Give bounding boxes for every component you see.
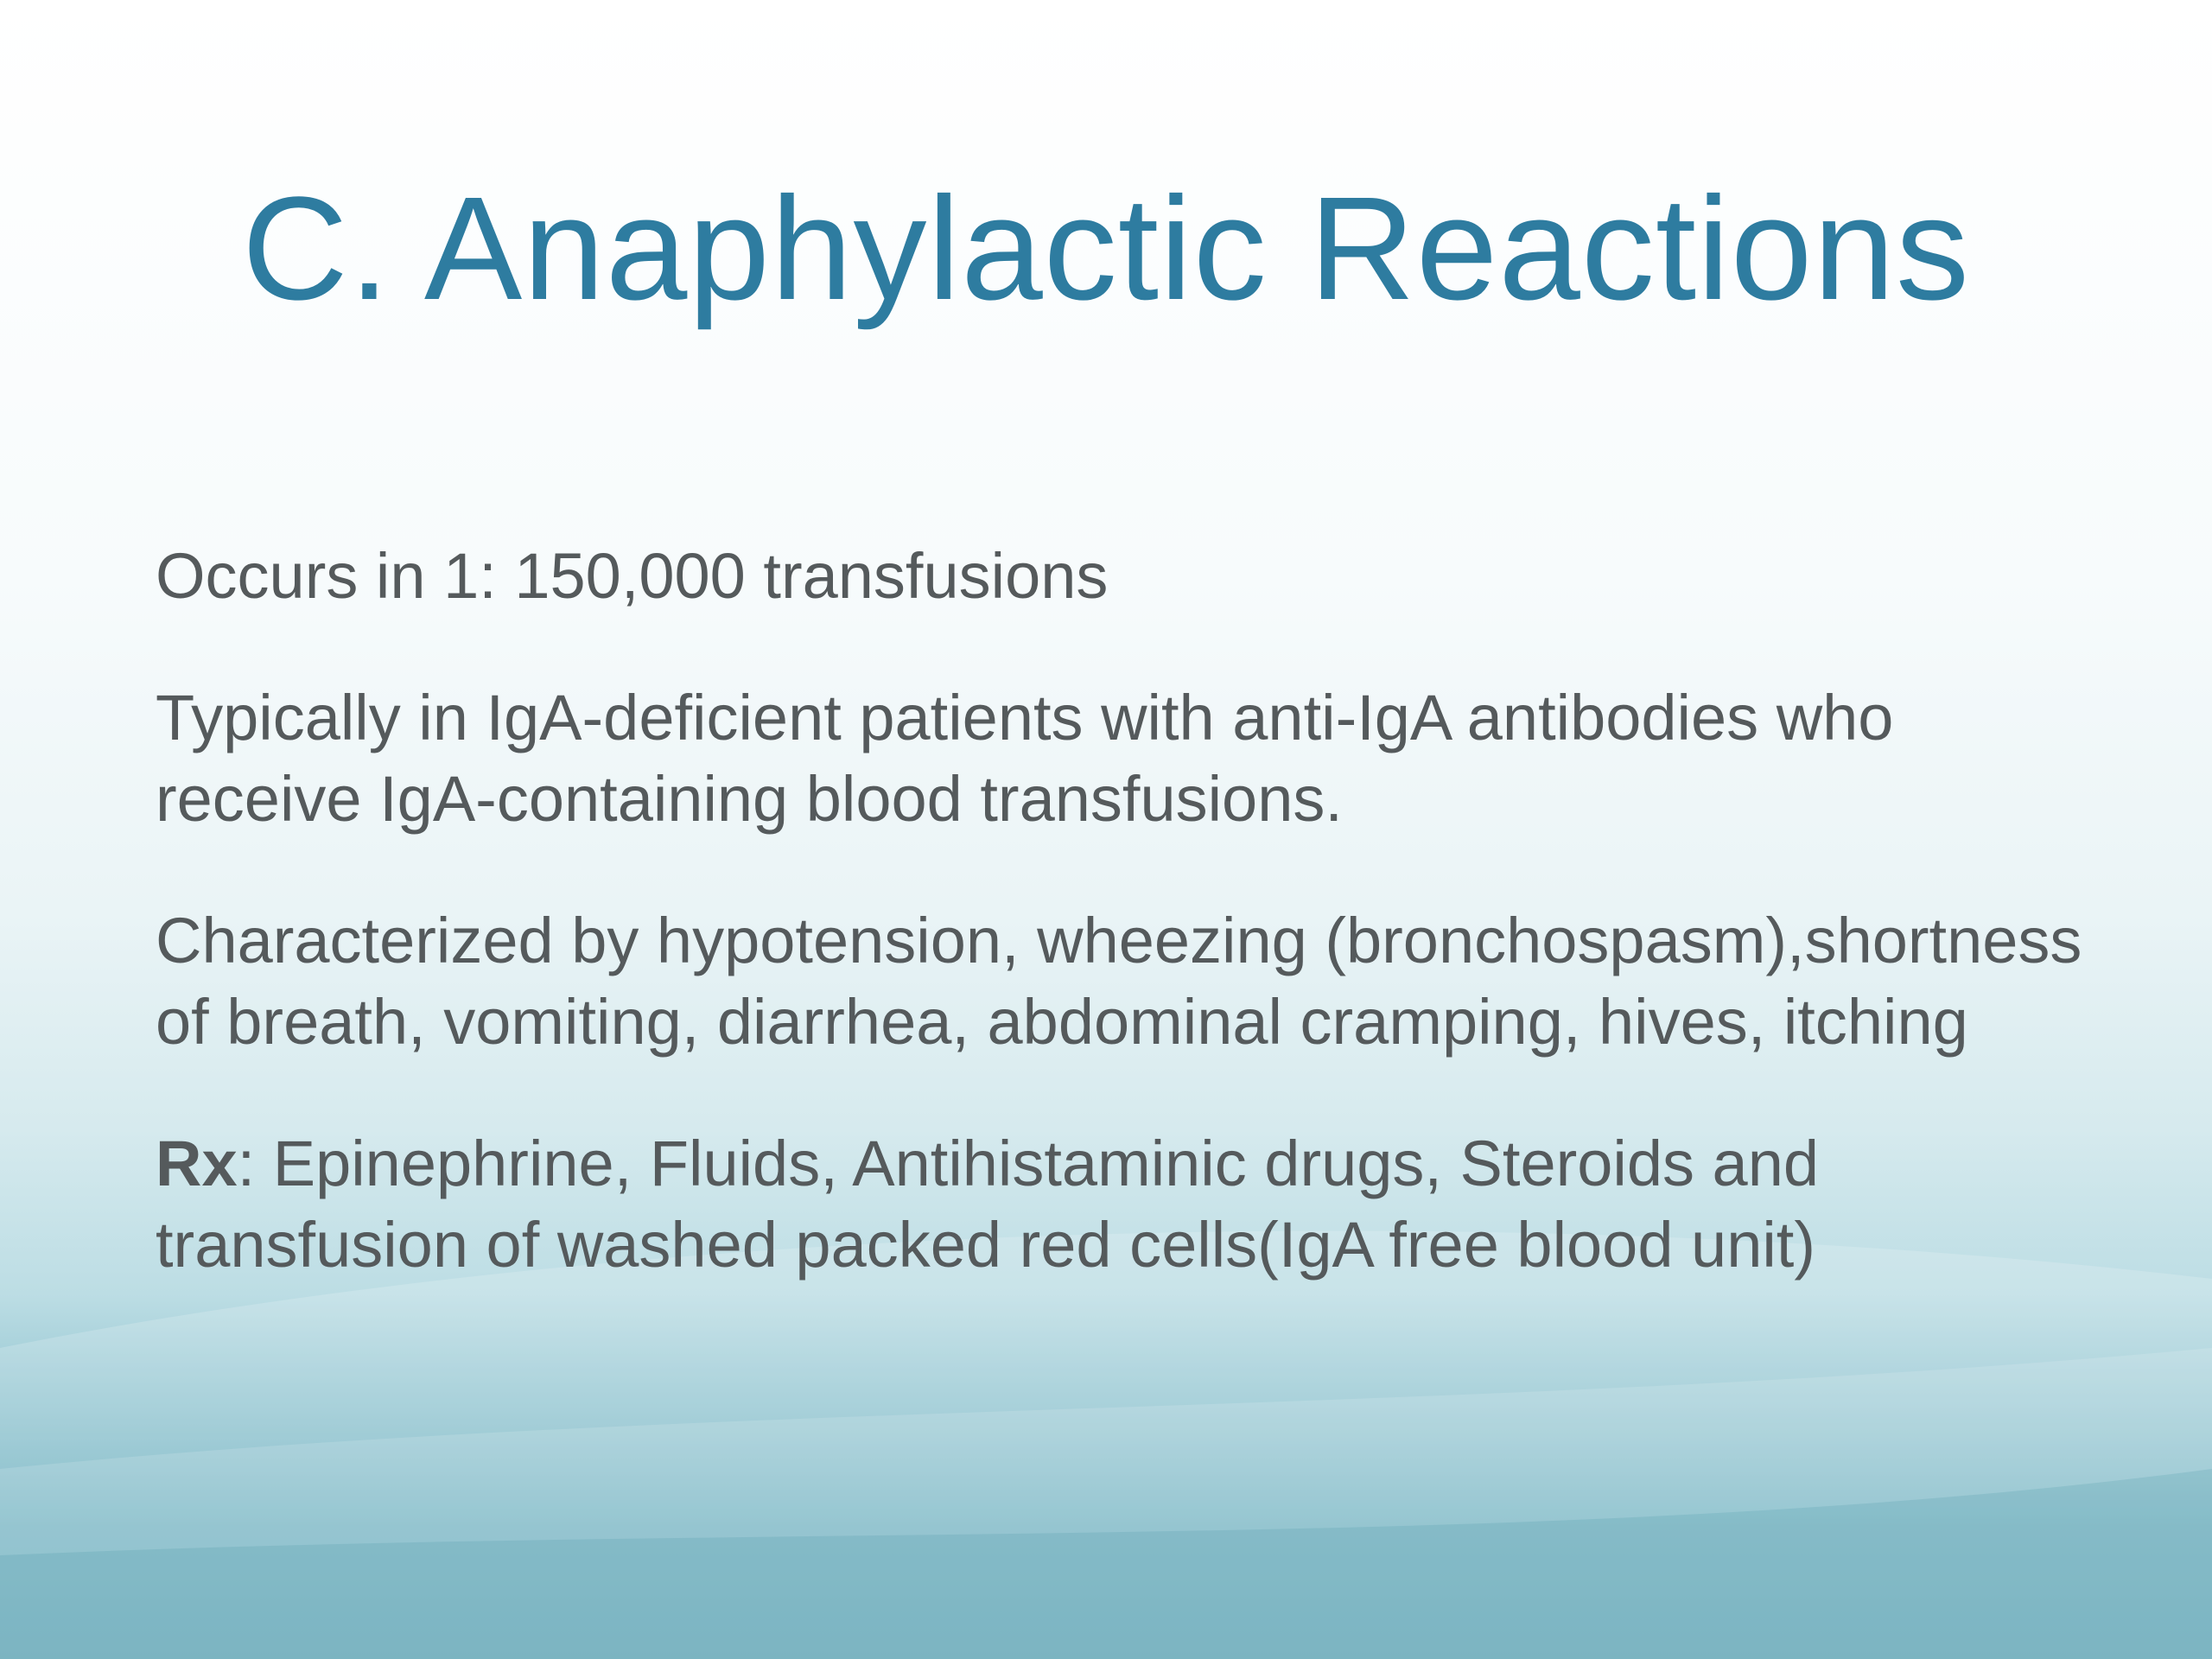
wave-swoosh-2	[0, 1348, 2212, 1659]
rx-text: : Epinephrine, Fluids, Antihistaminic drugs, Steroids and transfusion of washed packed red cells(IgA free blood unit)	[156, 1128, 1820, 1281]
rx-label: Rx	[156, 1128, 238, 1199]
slide-body	[156, 536, 2091, 1346]
paragraph-typical-patients: Typically in IgA-deficient patients with anti-IgA antibodies who receive IgA-containing blood transfusions.	[156, 682, 1894, 835]
paragraph-symptoms: Characterized by hypotension, wheezing (bronchospasm),shortness of breath, vomiting, diarrhea, abdominal cramping, hives, itching	[156, 905, 2082, 1058]
paragraph-occurrence: Occurs in 1: 150,000 transfusions	[156, 540, 1109, 612]
slide-title: C. Anaphylactic Reactions	[242, 167, 1970, 331]
paragraph-treatment	[156, 1123, 2091, 1286]
wave-swoosh-3	[0, 1469, 2212, 1659]
